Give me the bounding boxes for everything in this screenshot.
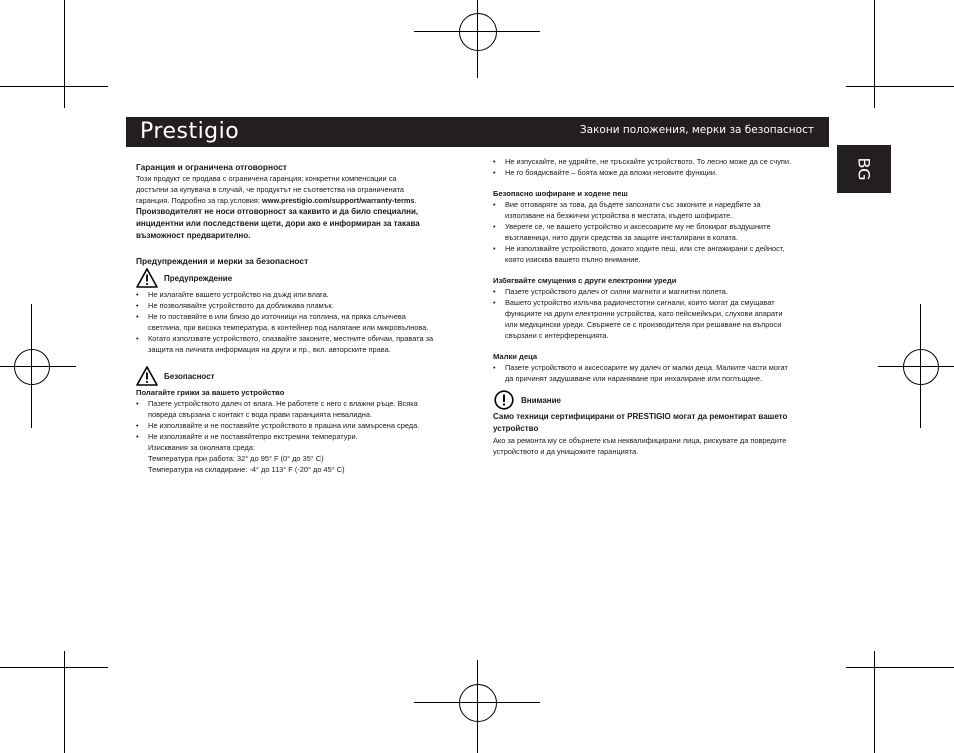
interference-list [493, 286, 823, 341]
header-title: Закони положения, мерки за безопасност [579, 124, 814, 136]
safety-heading [136, 365, 468, 387]
attention-line: устройството и да унищожите гаранцията. [493, 447, 639, 456]
children-title: Малки деца [493, 352, 538, 361]
warnings-heading [136, 267, 468, 289]
children-list [493, 362, 823, 384]
safety-subtitle: Полагайте грижи за вашето устройство [136, 388, 285, 397]
list-item: • Когато използвате устройството, спазвайте законите, местните обичаи, правата за защита на личната информация на други и пр., вкл. авторските права. [136, 333, 468, 355]
liability-disclaimer [136, 206, 468, 242]
exclamation-circle-icon [493, 390, 515, 410]
warnings-list [136, 289, 468, 355]
list-item: • Не използвайте устройството, докато ходите пеш, или сте ангажирани с дейност, която изисква вашето пълно внимание. [493, 243, 823, 265]
list-item: • Не изпускайте, не удряйте, не тръскайте устройството. То лесно може да се счупи. [493, 156, 823, 167]
warranty-text [136, 173, 468, 206]
warnings-label: Предупреждение [164, 273, 233, 283]
temp-line: Температура на складиране: -4° до 113° F (-20° до 45° C) [148, 465, 345, 474]
warranty-link-line [136, 195, 468, 206]
driving-list [493, 199, 823, 265]
list-item: • Не го поставяйте в или близо до източници на топлина, на пряка слънчева светлина, при висока температура, в контейнер под налягане или микровълнова. [136, 311, 468, 333]
right-column [493, 156, 823, 457]
warning-triangle-icon [136, 366, 158, 386]
language-tab-label: BG [854, 157, 874, 181]
driving-title: Безопасно шофиране и ходене пеш [493, 189, 628, 198]
attention-heading [493, 389, 823, 411]
list-item: • Не го боядисвайте – боята може да вложи неговите функции. [493, 167, 823, 178]
disclaimer-line: Производителят не носи отговорност за каквито и да било специални, [136, 207, 419, 216]
warning-triangle-icon [136, 268, 158, 288]
warranty-link-suffix: . [414, 196, 417, 205]
disclaimer-line: инцидентни или последствени щети, дори ако е информиран за такава [136, 219, 420, 228]
handling-list [493, 156, 823, 178]
attention-bold-line: устройство [493, 424, 539, 433]
left-column [136, 161, 468, 475]
list-item: • Пазете устройството далеч от силни магнити и магнитни полета. [493, 286, 823, 297]
temp-line: Изисквания за околната среда: [148, 443, 255, 452]
list-item: • Вашето устройство излъчва радиочестотни сигнали, които могат да смущават функциите на други електронни устройства, като пейсмейкъри, слухови апарати или медицински уреди. Свържете се с производителя при решаване на въпроси свързани с интерференцията. [493, 297, 823, 341]
warranty-link[interactable]: www.prestigio.com/support/warranty-terms [262, 196, 415, 205]
warranty-line: Този продукт се продава с ограничена гаранция; конкретни компенсации са [136, 174, 397, 183]
list-item: • Не използвайте и не поставяйтепро екстремни температури. [136, 431, 468, 442]
warranty-line: достъпни за купувача в случай, че продуктът не съответства на ограничената [136, 185, 405, 194]
precautions-title: Предупреждения и мерки за безопасност [136, 256, 309, 266]
temperature-requirements [136, 442, 468, 475]
list-item: • Вие отговаряте за това, да бъдете запознати със законите и наредбите за използване на безжични устройства в местата, където шофирате. [493, 199, 823, 221]
list-item: • Не излагайте вашето устройство на дъжд или влага. [136, 289, 468, 300]
attention-line: Ако за ремонта му се обърнете към неквалифицирани лица, рискувате да повредите [493, 436, 787, 445]
interference-title: Избягвайте смущения с други електронни уреди [493, 276, 677, 285]
list-item: • Уверете се, че вашето устройство и аксесоарите му не блокират въздушните възглавници, нито други средства за защите инсталирани в колата. [493, 221, 823, 243]
language-tab [837, 145, 891, 193]
safety-list [136, 398, 468, 442]
list-item: • Пазете устройството и аксесоарите му далеч от малки деца. Малките части могат да причинят задушаване или нараняване при инхалиране или поглъщане. [493, 362, 823, 384]
attention-bold-line: Само техници сертифицирани от PRESTIGIO могат да ремонтират вашето [493, 412, 788, 421]
brand-logo: Prestigio [140, 119, 240, 144]
warranty-title: Гаранция и ограничена отговорност [136, 162, 287, 172]
list-item: • Пазете устройството далеч от влага. Не работете с него с влажни ръце. Всяка повреда свързана с контакт с вода прави гаранцията невалидна. [136, 398, 468, 420]
safety-label: Безопасност [164, 371, 215, 381]
temp-line: Температура при работа: 32° до 95° F (0° до 35° C) [148, 454, 324, 463]
list-item: • Не позволявайте устройството да доближава пламък. [136, 300, 468, 311]
attention-label: Внимание [521, 395, 561, 405]
warranty-link-prefix: гаранция. Подробно за гар.условия: [136, 196, 263, 205]
list-item: • Не използвайте и не поставяйте устройството в прашна или замърсена среда. [136, 420, 468, 431]
disclaimer-line: възможност предварително. [136, 231, 251, 240]
